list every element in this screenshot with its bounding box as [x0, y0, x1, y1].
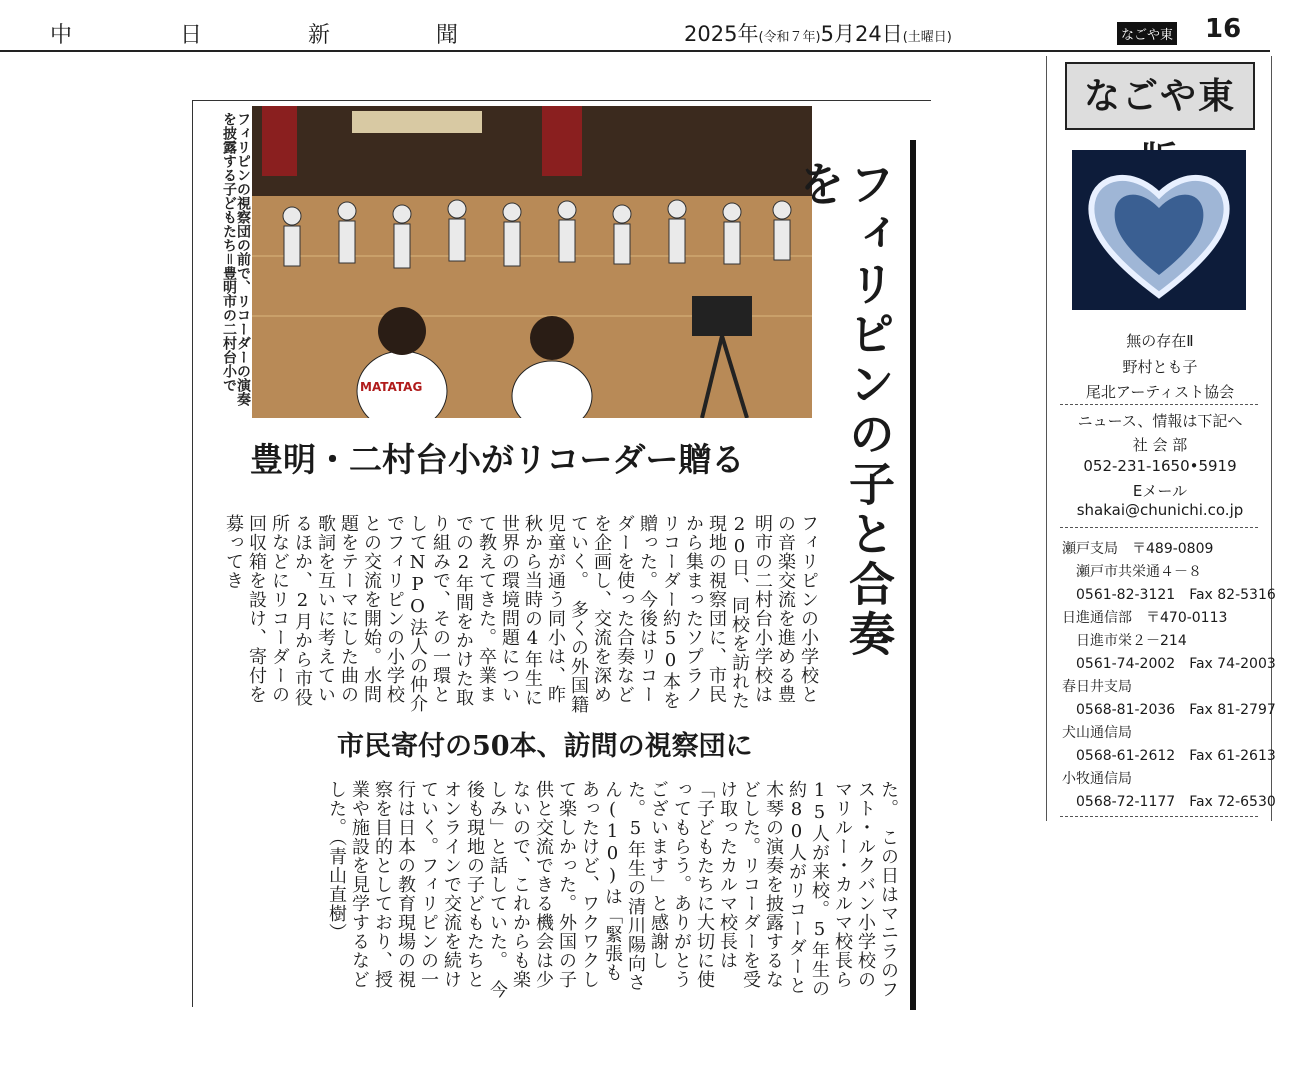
bureau-address: 日進市栄２－214 — [1076, 633, 1187, 649]
article-photo — [252, 106, 812, 418]
date-weekday: (土曜日) — [902, 30, 952, 45]
edition-title: なごや東 — [1065, 62, 1255, 130]
bureau-heading: 犬山通信局 — [1062, 725, 1132, 741]
edition-tag: なごや東 — [1117, 22, 1177, 45]
artist-association: 尾北アーティスト協会 — [1085, 383, 1235, 401]
article-body-1: フィリピンの小学校との音楽交流を進める豊明市の二村台小学校は20日、同校を訪れた現地の視察団に、市民から集まったソプラノリコーダー約50本を贈った。今後はリコーダーを使った合奏などを企画し、交流を深めていく。 多くの外国籍児童が通う同小は、昨秋から当時の4年生に世界の環境問題について教えてきた。卒業までの2年間をかけた取り組みで、その一環としてNPO法人の仲介でフィリピンの小学校との交流を開始。水問題をテーマにした曲の歌詞を互いに考えているほか、2月から市役所などにリコーダーの回収箱を設け、寄付を募ってき — [223, 514, 819, 714]
bureau-contact: 0561-74-2002 Fax 74-2003 — [1076, 656, 1276, 672]
page-number: 16 — [1205, 14, 1242, 44]
date-era: (令和７年) — [758, 30, 821, 45]
bureau-heading: 瀬戸支局 〒489-0809 — [1062, 541, 1214, 557]
photo-illustration — [252, 106, 812, 418]
masthead-char: 中 — [50, 23, 75, 48]
bureau-contact: 0561-82-3121 Fax 82-5316 — [1076, 587, 1276, 603]
bureau-heading: 春日井支局 — [1062, 679, 1132, 695]
photo-caption: フィリピンの視察団の前で、リコーダーの演奏を披露する子どもたち＝豊明市の二村台小で — [221, 112, 251, 406]
masthead-char: 聞 — [436, 23, 461, 48]
artwork-image — [1072, 150, 1246, 310]
email-address: shakai@chunichi.co.jp — [1076, 501, 1244, 519]
headline: フィリピンの子と合奏を — [792, 160, 896, 660]
headline-rule — [910, 140, 916, 1010]
masthead-char: 日 — [180, 23, 205, 48]
dept-name: 社 会 部 — [1132, 436, 1188, 454]
heart-artwork — [1072, 150, 1246, 310]
news-note: ニュース、情報は下記へ — [1077, 412, 1243, 430]
divider — [1060, 404, 1258, 405]
dept-phone: 052-231-1650•5919 — [1083, 457, 1237, 475]
article-body-2: た。 この日はマニラのフスト・ルクバン小学校のマリルー・カルマ校長ら15人が来校。5年生の約80人がリコーダーと木琴の演奏を披露するなどした。リコーダーを受け取ったカルマ校長は「子どもたちに大切に使ってもらう。ありがとうございます」と感謝した。5年生の清川陽向さん(10)は「緊張もあったけど、ワクワクして楽しかった。外国の子供と交流できる機会は少ないので、これからも楽しみ」と話していた。 今後も現地の子どもたちとオンラインで交流を続けていく。フィリピンの一行は日本の教育現場の視察を目的としており、授業や施設を見学するなどした。（青山直樹） — [326, 780, 899, 999]
bureau-contact: 0568-72-1177 Fax 72-6530 — [1076, 794, 1276, 810]
bureau-heading: 日進通信部 〒470-0113 — [1062, 610, 1228, 626]
bureau-contact: 0568-61-2612 Fax 61-2613 — [1076, 748, 1276, 764]
email-label: Eメール — [1132, 482, 1188, 500]
divider — [1060, 816, 1258, 817]
date-year: 2025年 — [684, 22, 759, 46]
masthead — [0, 0, 1270, 52]
masthead-char: 新 — [308, 23, 333, 48]
date-line — [684, 18, 952, 48]
bureau-contact: 0568-81-2036 Fax 81-2797 — [1076, 702, 1276, 718]
date-day: 5月24日 — [820, 22, 903, 46]
bureau-heading: 小牧通信局 — [1062, 771, 1132, 787]
art-title: 無の存在Ⅱ — [1126, 332, 1194, 350]
subheadline-1: 豊明・二村台小がリコーダー贈る — [250, 440, 745, 479]
artist-name: 野村とも子 — [1122, 358, 1198, 376]
bureau-address: 瀬戸市共栄通４－８ — [1076, 564, 1202, 580]
subheadline-2: 市民寄付の50本、訪問の視察団に — [337, 731, 753, 762]
shirt-print: MATATAG — [360, 380, 423, 394]
divider — [1060, 527, 1258, 528]
